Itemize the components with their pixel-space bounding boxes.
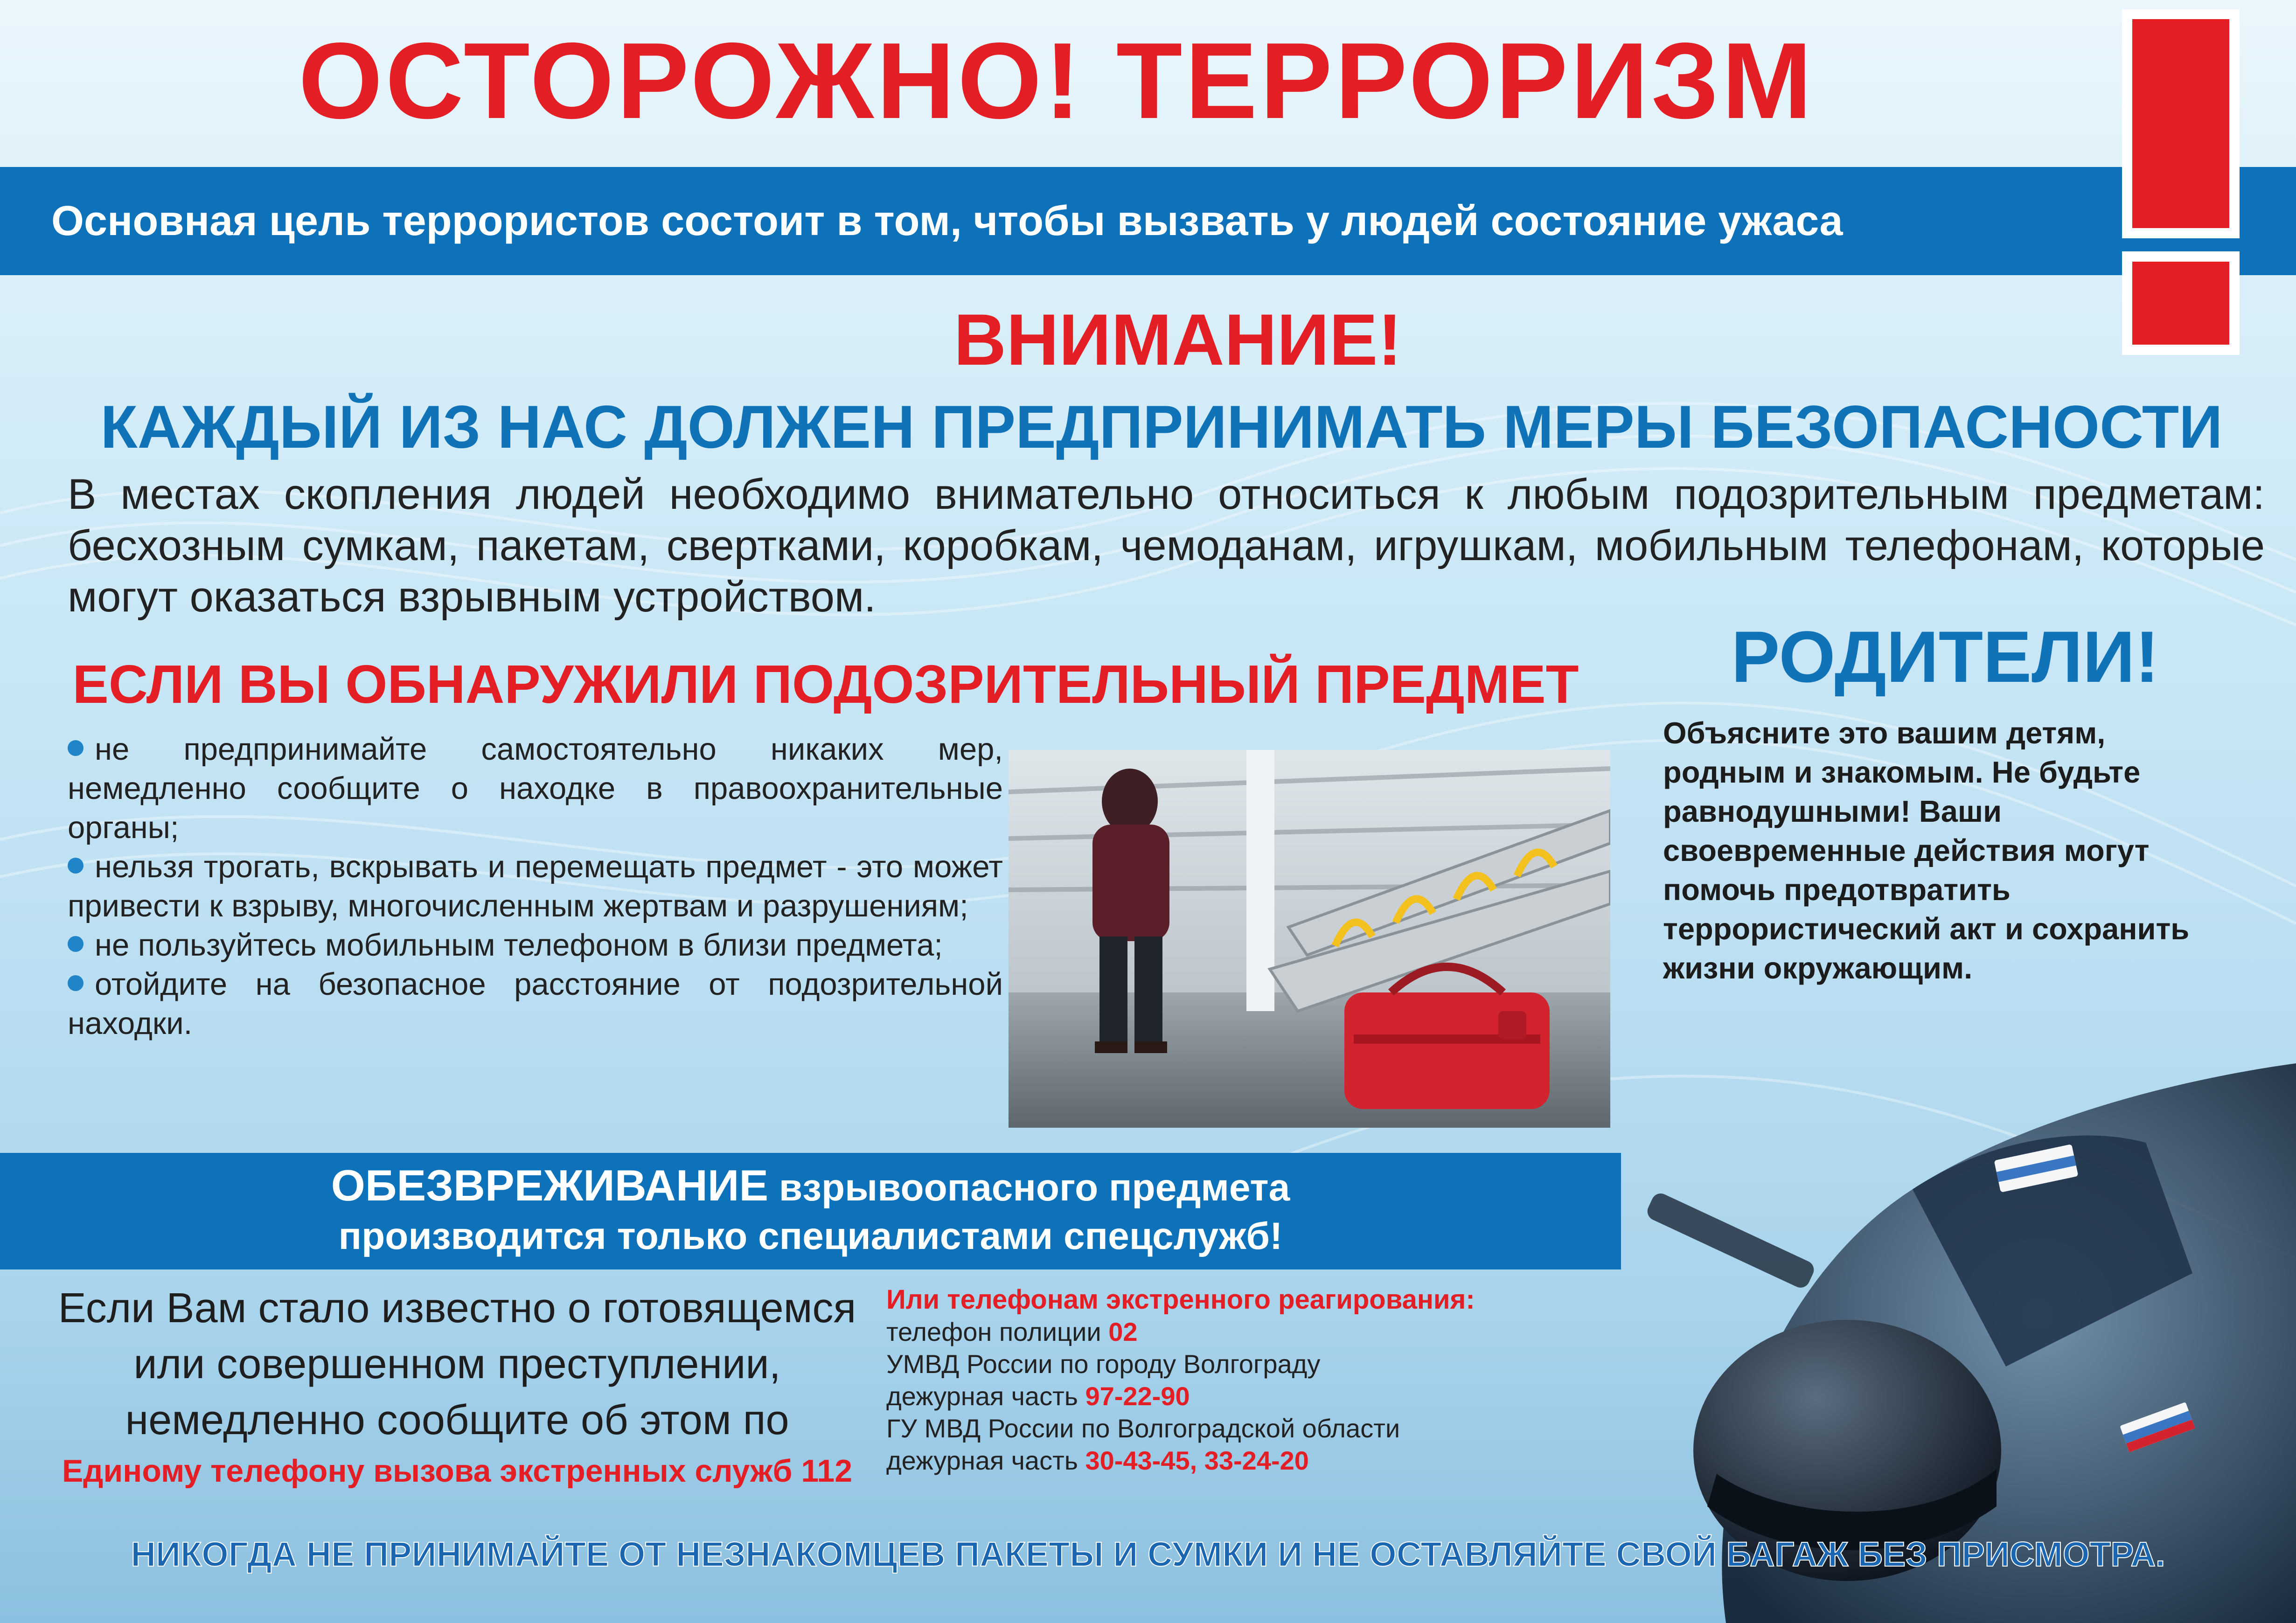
bullet-icon bbox=[68, 858, 83, 874]
duty-phone-1: дежурная часть 97-22-90 bbox=[886, 1381, 1190, 1411]
duty-number-1: 97-22-90 bbox=[1085, 1381, 1190, 1411]
abandoned-bag-photo bbox=[1009, 750, 1610, 1128]
bullet-icon bbox=[68, 936, 83, 952]
list-item: не предпринимайте самостоятельно никаких мер, немедленно сообщите о находке в правоохранительные органы; bbox=[68, 732, 1003, 845]
special-forces-image bbox=[1586, 947, 2296, 1623]
emergency-number-line: Единому телефону вызова экстренных служб 112 bbox=[62, 1453, 853, 1489]
report-instructions bbox=[19, 1280, 896, 1448]
bullet-icon bbox=[68, 740, 83, 756]
defuse-rest: взрывоопасного предмета bbox=[768, 1166, 1290, 1209]
intro-paragraph: В местах скопления людей необходимо внимательно относиться к любым подозрительным предметам: бесхозным сумкам, пакетам, свертками, коробкам, чемоданам, игрушкам, мобильным телефонам, которые могут оказаться взрывным устройством. bbox=[68, 471, 2265, 621]
phones-heading: Или телефонам экстренного реагирования: bbox=[886, 1284, 1475, 1315]
report-line-1: Если Вам стало известно о готовящемся bbox=[58, 1285, 856, 1332]
police-phone: телефон полиции 02 bbox=[886, 1317, 1138, 1346]
phone-list bbox=[886, 1283, 1586, 1477]
exclamation-icon bbox=[2108, 9, 2253, 359]
parents-paragraph: Объясните это вашим детям, родным и знакомым. Не будьте равнодушными! Ваши своевременные действия могут помочь предотвратить террористический акт и сохранить жизни окружающим. bbox=[1663, 716, 2190, 985]
parents-heading: РОДИТЕЛИ! bbox=[1731, 617, 2159, 698]
safety-measures-heading: КАЖДЫЙ ИЗ НАС ДОЛЖЕН ПРЕДПРИНИМАТЬ МЕРЫ БЕЗОПАСНОСТИ bbox=[100, 393, 2223, 461]
police-number: 02 bbox=[1108, 1317, 1138, 1346]
umvd-label: УМВД России по городу Волгограду bbox=[886, 1349, 1321, 1379]
subtitle-text: Основная цель террористов состоит в том, чтобы вызвать у людей состояние ужаса bbox=[51, 198, 1843, 244]
report-line-3: немедленно сообщите об этом по bbox=[125, 1397, 789, 1443]
attention-heading: ВНИМАНИЕ! bbox=[953, 299, 1402, 381]
list-item: отойдите на безопасное расстояние от подозрительной находки. bbox=[68, 967, 1003, 1041]
bullet-icon bbox=[68, 975, 83, 991]
list-item: не пользуйтесь мобильным телефоном в близи предмета; bbox=[68, 926, 1003, 965]
instruction-list bbox=[68, 730, 1003, 1043]
footer-warning: НИКОГДА НЕ ПРИНИМАЙТЕ ОТ НЕЗНАКОМЦЕВ ПАКЕТЫ И СУМКИ И НЕ ОСТАВЛЯЙТЕ СВОЙ БАГАЖ БЕЗ ПРИСМОТРА. bbox=[131, 1535, 2165, 1574]
gu-label: ГУ МВД России по Волгоградской области bbox=[886, 1414, 1400, 1443]
suspicious-object-heading: ЕСЛИ ВЫ ОБНАРУЖИЛИ ПОДОЗРИТЕЛЬНЫЙ ПРЕДМЕТ bbox=[72, 654, 1579, 714]
defuse-notice bbox=[0, 1161, 1621, 1261]
list-item: нельзя трогать, вскрывать и перемещать предмет - это может привести к взрыву, многочисленным жертвам и разрушениям; bbox=[68, 849, 1003, 923]
page-title: ОСТОРОЖНО! ТЕРРОРИЗМ bbox=[298, 21, 1815, 141]
duty-phone-2: дежурная часть 30-43-45, 33-24-20 bbox=[886, 1446, 1309, 1475]
report-line-2: или совершенном преступлении, bbox=[133, 1341, 781, 1387]
defuse-line2: производится только специалистами спецслужб! bbox=[338, 1215, 1283, 1257]
duty-number-2: 30-43-45, 33-24-20 bbox=[1085, 1446, 1309, 1475]
defuse-bold: ОБЕЗВРЕЖИВАНИЕ bbox=[331, 1161, 769, 1210]
